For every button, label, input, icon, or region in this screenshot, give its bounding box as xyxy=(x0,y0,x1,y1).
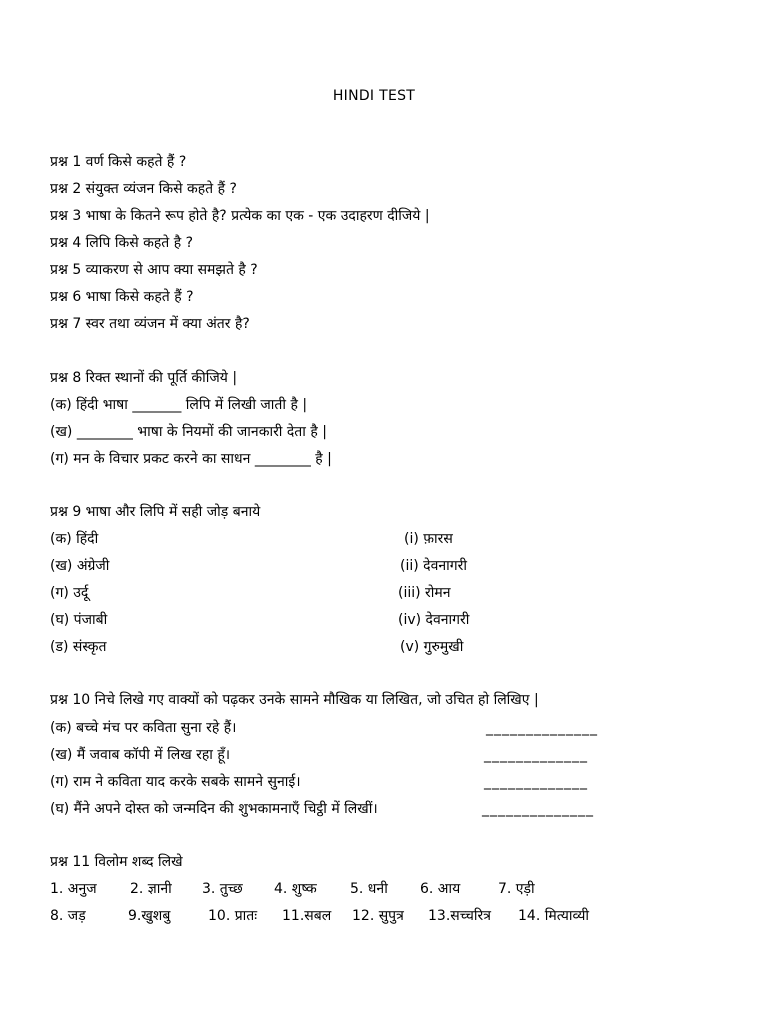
antonym-word: 13.सच्चरित्र xyxy=(428,908,491,924)
question-10-item-gha: (घ) मैंने अपने दोस्त को जन्मदिन की शुभकामनाएँ चिट्ठी में लिखीं। xyxy=(50,801,378,817)
answer-blank-2: _____________ xyxy=(484,747,588,763)
antonym-word: 11.सबल xyxy=(282,908,332,924)
match-right-1: (i) फ़ारस xyxy=(404,531,453,547)
question-10-item-ga: (ग) राम ने कविता याद करके सबके सामने सुनाई। xyxy=(50,774,301,790)
question-8-item-kha: (ख) ________ भाषा के नियमों की जानकारी देता है | xyxy=(50,424,327,440)
match-right-3: (iii) रोमन xyxy=(398,585,451,601)
antonym-word: 4. शुष्क xyxy=(274,881,317,897)
match-right-4: (iv) देवनागरी xyxy=(398,612,470,628)
antonym-word: 7. एड़ी xyxy=(498,881,535,897)
match-left-1: (क) हिंदी xyxy=(50,531,99,547)
question-4: प्रश्न 4 लिपि किसे कहते है ? xyxy=(50,235,194,251)
antonym-word: 10. प्रातः xyxy=(208,908,258,924)
question-8-item-ga: (ग) मन के विचार प्रकट करने का साधन ________ है | xyxy=(50,451,332,467)
antonym-word: 9.खुशबु xyxy=(128,908,171,924)
question-7: प्रश्न 7 स्वर तथा व्यंजन में क्या अंतर है? xyxy=(50,316,250,332)
match-right-5: (v) गुरुमुखी xyxy=(400,639,464,655)
page-title: HINDI TEST xyxy=(332,88,416,104)
match-right-2: (ii) देवनागरी xyxy=(400,558,468,574)
question-10-item-ka: (क) बच्चे मंच पर कविता सुना रहे हैं। xyxy=(50,720,237,736)
question-1: प्रश्न 1 वर्ण किसे कहते हैं ? xyxy=(50,154,187,170)
question-11-heading: प्रश्न 11 विलोम शब्द लिखे xyxy=(50,854,183,870)
question-8-heading: प्रश्न 8 रिक्त स्थानों की पूर्ति कीजिये | xyxy=(50,370,238,386)
match-left-2: (ख) अंग्रेजी xyxy=(50,558,110,574)
question-5: प्रश्न 5 व्याकरण से आप क्या समझते है ? xyxy=(50,262,258,278)
answer-blank-1: ______________ xyxy=(486,720,598,736)
antonym-word: 12. सुपुत्र xyxy=(352,908,404,924)
antonym-word: 5. धनी xyxy=(350,881,388,897)
answer-blank-4: ______________ xyxy=(482,801,594,817)
question-6: प्रश्न 6 भाषा किसे कहते हैं ? xyxy=(50,289,194,305)
question-10-item-kha: (ख) मैं जवाब कॉपी में लिख रहा हूँ। xyxy=(50,747,231,763)
question-3: प्रश्न 3 भाषा के कितने रूप होते है? प्रत्येक का एक - एक उदाहरण दीजिये | xyxy=(50,208,430,224)
antonym-word: 2. ज्ञानी xyxy=(130,881,172,897)
question-8-item-ka: (क) हिंदी भाषा _______ लिपि में लिखी जाती है | xyxy=(50,397,308,413)
match-left-5: (ड) संस्कृत xyxy=(50,639,107,655)
antonym-word: 1. अनुज xyxy=(50,881,97,897)
question-10-heading: प्रश्न 10 निचे लिखे गए वाक्यों को पढ़कर उनके सामने मौखिक या लिखित, जो उचित हो लिखिए | xyxy=(50,692,539,708)
match-left-3: (ग) उर्दू xyxy=(50,585,89,601)
question-9-heading: प्रश्न 9 भाषा और लिपि में सही जोड़ बनाये xyxy=(50,504,261,520)
antonym-word: 6. आय xyxy=(420,881,461,897)
antonym-word: 14. मित्याव्यी xyxy=(518,908,590,924)
answer-blank-3: _____________ xyxy=(484,774,588,790)
antonym-word: 8. जड़ xyxy=(50,908,86,924)
match-left-4: (घ) पंजाबी xyxy=(50,612,108,628)
antonym-word: 3. तुच्छ xyxy=(202,881,243,897)
question-2: प्रश्न 2 संयुक्त व्यंजन किसे कहते हैं ? xyxy=(50,181,237,197)
